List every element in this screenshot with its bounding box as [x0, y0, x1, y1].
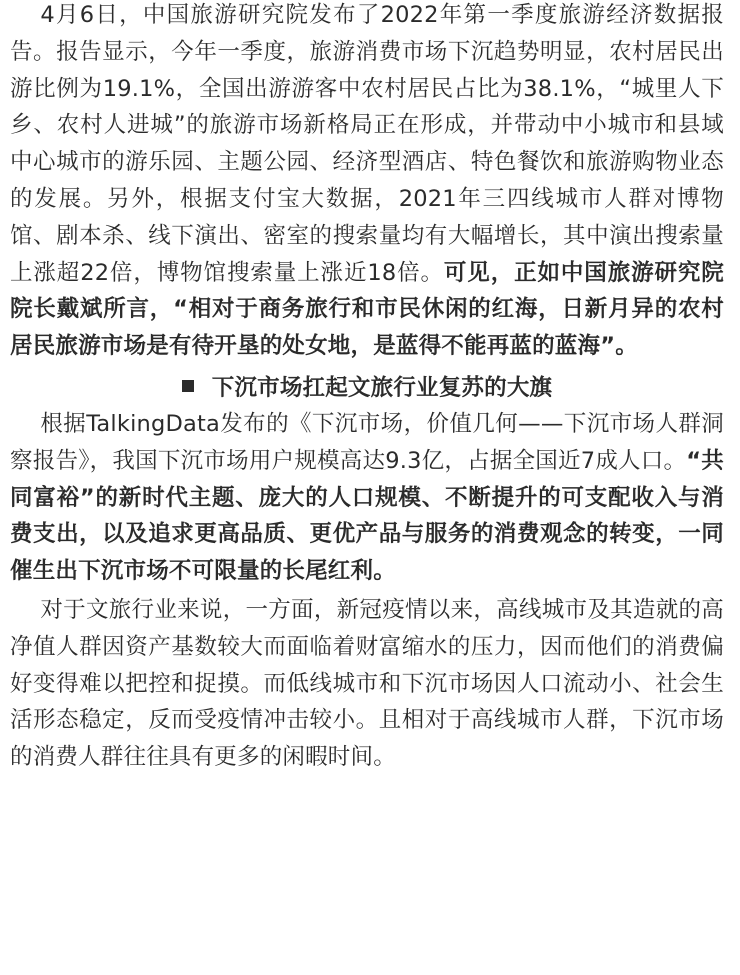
paragraph-text: 对于文旅行业来说，一方面，新冠疫情以来，高线城市及其造就的高净值人群因资产基数较大而面临着财富缩水的压力，因而他们的消费偏好变得难以把控和捉摸。而低线城市和下沉市场因人口流动小、社会生活形态稳定，反而受疫情冲击较小。且相对于高线城市人群，下沉市场的消费人群往往具有更多的闲暇时间。 [10, 596, 724, 771]
paragraph-talkingdata-report [10, 406, 724, 590]
paragraph-bold-text: “共同富裕”的新时代主题、庞大的人口规模、不断提升的可支配收入与消费支出，以及追求更高品质、更优产品与服务的消费观念的转变，一同催生出下沉市场不可限量的长尾红利。 [10, 447, 724, 585]
paragraph-text: 4月6日，中国旅游研究院发布了2022年第一季度旅游经济数据报告。报告显示，今年一季度，旅游消费市场下沉趋势明显，农村居民出游比例为19.1%，全国出游游客中农村居民占比为38.1%，“城里人下乡、农村人进城”的旅游市场新格局正在形成，并带动中小城市和县域中心城市的游乐园、主题公园、经济型酒店、特色餐饮和旅游购物业态的发展。另外，根据支付宝大数据，2021年三四线城市人群对博物馆、剧本杀、线下演出、密室的搜索量均有大幅增长，其中演出搜索量上涨超22倍，博物馆搜索量上涨近18倍。 [10, 2, 724, 286]
paragraph-bold-quote: 可见，正如中国旅游研究院院长戴斌所言，“相对于商务旅行和市民休闲的红海，日新月异的农村居民旅游市场是有待开垦的处女地，是蓝得不能再蓝的蓝海”。 [10, 259, 725, 360]
square-bullet-icon [182, 380, 194, 392]
section-heading-text: 下沉市场扛起文旅行业复苏的大旗 [211, 374, 553, 401]
paragraph-text: 根据TalkingData发布的《下沉市场，价值几何——下沉市场人群洞察报告》，我国下沉市场用户规模高达9.3亿，占据全国近7成人口。 [10, 410, 724, 474]
paragraph-tourism-report [10, 0, 724, 365]
section-heading [10, 366, 724, 406]
paragraph-cultural-tourism [10, 592, 724, 776]
